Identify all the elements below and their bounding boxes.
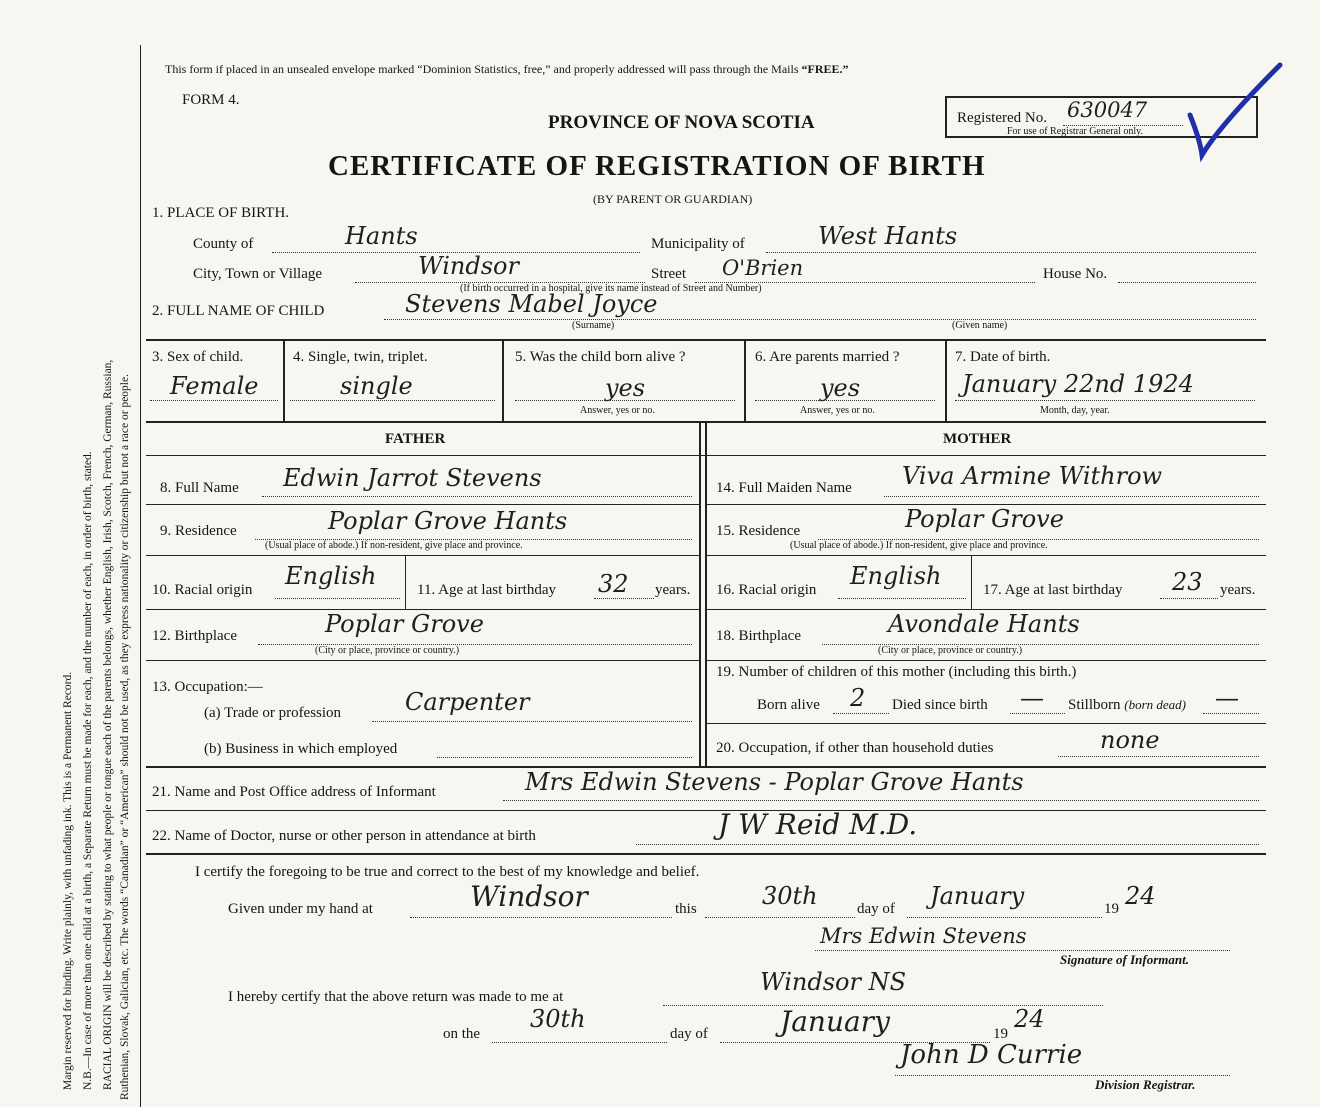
alive-note: Answer, yes or no. <box>580 405 655 416</box>
hospital-note: (If birth occurred in a hospital, give its name instead of Street and Number) <box>460 283 762 294</box>
sex-label: 3. Sex of child. <box>152 349 244 365</box>
surname-note: (Surname) <box>572 320 615 331</box>
province-title: PROVINCE OF NOVA SCOTIA <box>548 112 815 133</box>
given-month-value: January <box>930 882 1025 910</box>
child-name-value: Stevens Mabel Joyce <box>405 290 658 318</box>
father-name-value: Edwin Jarrot Stevens <box>283 464 542 492</box>
mother-children-label: 19. Number of children of this mother (including this birth.) <box>716 664 1077 680</box>
certify-statement: I certify the foregoing to be true and correct to the best of my knowledge and belief. <box>195 864 700 880</box>
county-label: County of <box>193 236 254 252</box>
sex-value: Female <box>170 372 259 400</box>
registrar-signature-label: Division Registrar. <box>1095 1077 1196 1092</box>
given-name-note: (Given name) <box>952 320 1008 331</box>
mother-age-value: 23 <box>1172 568 1203 596</box>
registrar-signature: John D Currie <box>900 1040 1083 1070</box>
father-heading: FATHER <box>385 431 446 447</box>
informant-signature: Mrs Edwin Stevens <box>820 924 1027 948</box>
given-day-value: 30th <box>762 882 818 910</box>
side-note-1: Margin reserved for binding. Write plainly, with unfading ink. This is a Permanent Record. <box>62 671 74 1090</box>
informant-value: Mrs Edwin Stevens - Poplar Grove Hants <box>525 768 1024 796</box>
alive-value: yes <box>605 374 646 402</box>
registrar-month-value: January <box>780 1005 890 1038</box>
given-day-of-label: day of <box>857 901 895 917</box>
father-occupation-label: 13. Occupation:— <box>152 679 263 695</box>
dob-note: Month, day, year. <box>1040 405 1110 416</box>
child-name-label: 2. FULL NAME OF CHILD <box>152 303 325 319</box>
died-value: — <box>1020 684 1044 712</box>
doctor-value: J W Reid M.D. <box>718 808 918 841</box>
page-subtitle: (BY PARENT OR GUARDIAN) <box>593 192 753 206</box>
side-note-2: N.B.—In case of more than one child at a birth, a Separate Return must be made for each, and the number of each, in order of birth, stated. <box>82 451 94 1090</box>
married-note: Answer, yes or no. <box>800 405 875 416</box>
doctor-label: 22. Name of Doctor, nurse or other person in attendance at birth <box>152 828 536 844</box>
dob-value: January 22nd 1924 <box>962 370 1194 398</box>
mother-birthplace-label: 18. Birthplace <box>716 628 801 644</box>
given-year-prefix: 19 <box>1104 901 1119 917</box>
mother-years-label: years. <box>1220 582 1256 598</box>
mother-name-label: 14. Full Maiden Name <box>716 480 852 496</box>
alive-label: 5. Was the child born alive ? <box>515 349 686 365</box>
mother-birthplace-value: Avondale Hants <box>888 610 1080 638</box>
father-residence-note: (Usual place of abode.) If non-resident, give place and province. <box>265 540 523 551</box>
informant-signature-label: Signature of Informant. <box>1060 952 1189 967</box>
given-label: Given under my hand at <box>228 901 373 917</box>
registrar-place-value: Windsor NS <box>760 968 907 996</box>
father-race-label: 10. Racial origin <box>152 582 253 598</box>
page-title: CERTIFICATE OF REGISTRATION OF BIRTH <box>328 150 986 182</box>
died-label: Died since birth <box>892 697 988 713</box>
mother-residence-value: Poplar Grove <box>905 505 1064 533</box>
dob-label: 7. Date of birth. <box>955 349 1051 365</box>
born-alive-value: 2 <box>850 684 866 712</box>
checkmark-icon <box>1180 55 1290 165</box>
street-label: Street <box>651 266 686 282</box>
registrar-year-value: 24 <box>1014 1005 1045 1033</box>
street-value: O'Brien <box>722 256 804 280</box>
married-label: 6. Are parents married ? <box>755 349 900 365</box>
registrar-statement: I hereby certify that the above return was made to me at <box>228 989 564 1005</box>
father-birthplace-label: 12. Birthplace <box>152 628 237 644</box>
place-of-birth-heading: 1. PLACE OF BIRTH. <box>152 205 290 221</box>
father-business-label: (b) Business in which employed <box>204 741 398 757</box>
mother-birthplace-note: (City or place, province or country.) <box>878 645 1023 656</box>
form-number: FORM 4. <box>182 92 240 108</box>
father-age-label: 11. Age at last birthday <box>417 582 556 598</box>
father-birthplace-value: Poplar Grove <box>325 610 484 638</box>
father-residence-value: Poplar Grove Hants <box>328 507 568 535</box>
registered-number: 630047 <box>1067 98 1148 122</box>
mother-residence-label: 15. Residence <box>716 523 801 539</box>
registrar-year-prefix: 19 <box>993 1026 1008 1042</box>
municipality-label: Municipality of <box>651 236 745 252</box>
father-residence-label: 9. Residence <box>160 523 237 539</box>
mother-age-label: 17. Age at last birthday <box>983 582 1123 598</box>
registered-label: Registered No. <box>957 110 1047 126</box>
mother-residence-note: (Usual place of abode.) If non-resident, give place and province. <box>790 540 1048 551</box>
county-value: Hants <box>345 222 418 250</box>
father-race-value: English <box>285 562 377 590</box>
informant-label: 21. Name and Post Office address of Informant <box>152 784 436 800</box>
mother-race-label: 16. Racial origin <box>716 582 817 598</box>
binding-margin-line <box>140 45 141 1107</box>
side-note-4: Ruthenian, Slovak, Galician, etc. The words “Canadian” or “American” should not be used, as they express nationality or citizenship but not a race or people. <box>119 374 131 1100</box>
given-place-value: Windsor <box>470 880 588 913</box>
father-trade-value: Carpenter <box>405 688 530 716</box>
plurality-label: 4. Single, twin, triplet. <box>293 349 428 365</box>
municipality-value: West Hants <box>818 222 958 250</box>
given-year-value: 24 <box>1125 882 1156 910</box>
registrar-day-value: 30th <box>530 1005 586 1033</box>
mother-name-value: Viva Armine Withrow <box>902 462 1163 490</box>
mother-race-value: English <box>850 562 942 590</box>
stillborn-label: Stillborn (born dead) <box>1068 697 1187 713</box>
city-value: Windsor <box>418 252 519 280</box>
mailing-note: This form if placed in an unsealed envelope marked “Dominion Statistics, free,” and properly addressed will pass through the Mails “FREE.” <box>165 62 849 76</box>
father-trade-label: (a) Trade or profession <box>204 705 342 721</box>
registrar-day-of-label: day of <box>670 1026 708 1042</box>
stillborn-value: — <box>1215 684 1239 712</box>
mother-occupation-label: 20. Occupation, if other than household duties <box>716 740 994 756</box>
father-age-value: 32 <box>598 570 629 598</box>
father-years-label: years. <box>655 582 691 598</box>
mother-occupation-value: none <box>1100 726 1160 754</box>
father-name-label: 8. Full Name <box>160 480 239 496</box>
father-birthplace-note: (City or place, province or country.) <box>315 645 460 656</box>
born-alive-label: Born alive <box>757 697 820 713</box>
plurality-value: single <box>340 372 413 400</box>
side-note-3: RACIAL ORIGIN will be described by stating to what people or tongue each of the parents belongs, whether English, Irish, Scotch, French, German, Russian, <box>102 359 114 1090</box>
city-label: City, Town or Village <box>193 266 323 282</box>
registered-note: For use of Registrar General only. <box>1007 126 1143 137</box>
this-label: this <box>675 901 697 917</box>
married-value: yes <box>820 374 861 402</box>
on-the-label: on the <box>443 1026 481 1042</box>
house-label: House No. <box>1043 266 1108 282</box>
mother-heading: MOTHER <box>943 431 1012 447</box>
